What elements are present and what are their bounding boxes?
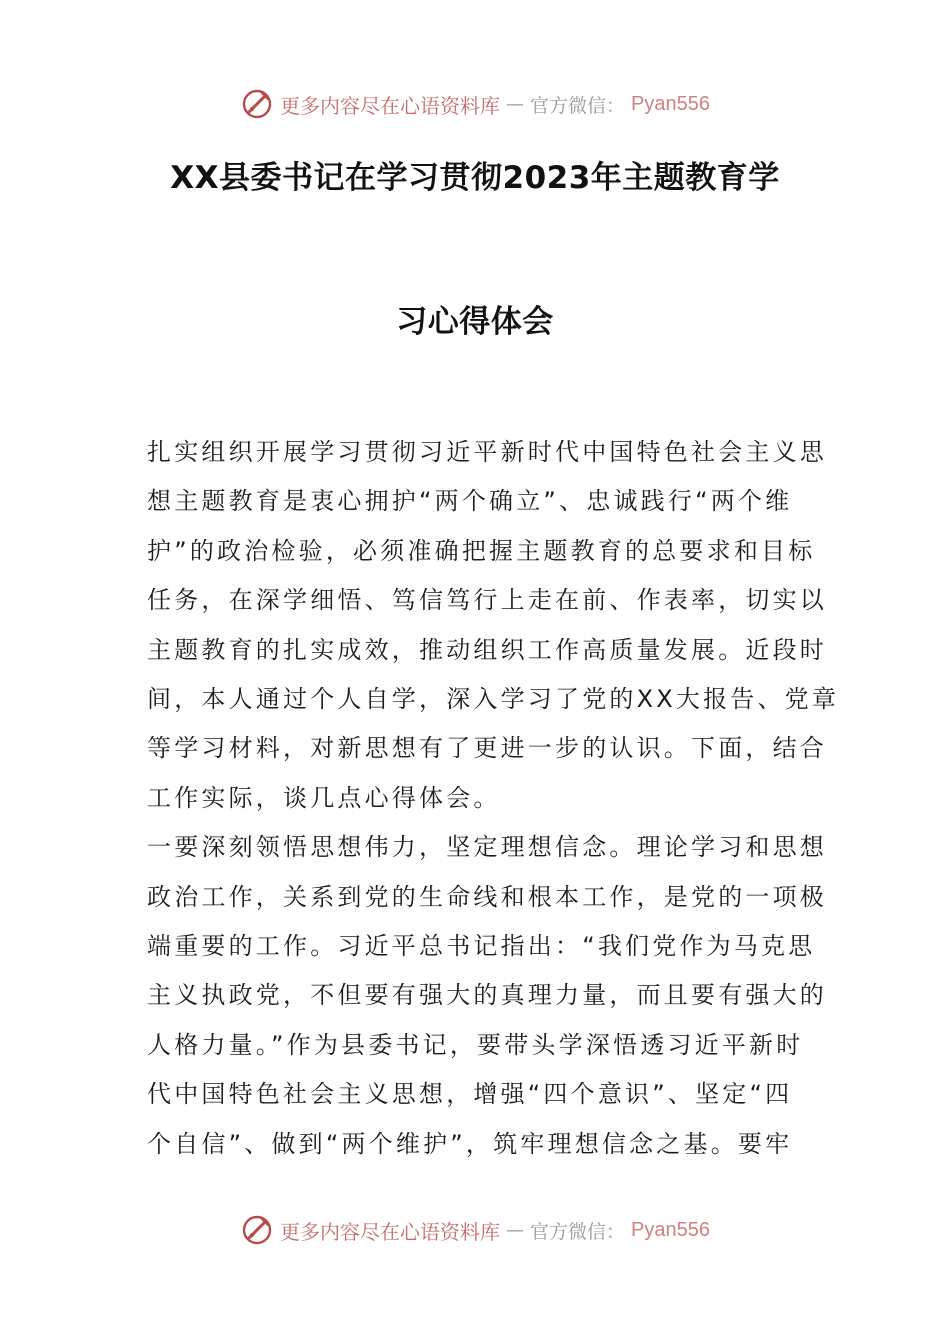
banner-separator: — xyxy=(506,93,524,115)
body-line: 人格力量。”作为县委书记，要带头学深悟透习近平新时 xyxy=(147,1030,804,1059)
footer-watermark-banner xyxy=(0,1210,950,1250)
banner-separator: — xyxy=(506,1219,524,1241)
pen-logo-icon xyxy=(240,87,274,121)
body-line: 一要深刻领悟思想伟力，坚定理想信念。理论学习和思想 xyxy=(147,833,827,862)
banner-official-label: 官方微信： xyxy=(530,94,626,117)
banner-official-label: 官方微信： xyxy=(530,1220,626,1243)
body-line: 护”的政治检验，必须准确把握主题教育的总要求和目标 xyxy=(147,536,816,565)
body-line: 扎实组织开展学习贯彻习近平新时代中国特色社会主义思 xyxy=(147,438,827,466)
banner-wechat-id: Pyan556 xyxy=(631,92,710,115)
banner-wechat-id: Pyan556 xyxy=(631,1218,710,1241)
pen-logo-icon xyxy=(240,1213,274,1247)
body-line: 想主题教育是衷心拥护“两个确立”、忠诚践行“两个维 xyxy=(147,487,793,516)
body-line: 任务，在深学细悟、笃信笃行上走在前、作表率，切实以 xyxy=(147,586,827,615)
body-line: 等学习材料，对新思想有了更进一步的认识。下面，结合 xyxy=(147,734,827,763)
body-line: 间，本人通过个人自学，深入学习了党的XX大报告、党章 xyxy=(147,685,840,714)
body-line: 主义执政党，不但要有强大的真理力量，而且要有强大的 xyxy=(147,981,827,1010)
body-line: 政治工作，关系到党的生命线和根本工作，是党的一项极 xyxy=(147,882,827,911)
body-line: 工作实际，谈几点心得体会。 xyxy=(147,783,501,812)
body-line: 端重要的工作。习近平总书记指出：“我们党作为马克思 xyxy=(147,932,816,961)
banner-text: 更多内容尽在心语资料库 xyxy=(280,93,500,118)
document-title-line-2: 习心得体会 xyxy=(396,304,554,340)
body-line: 主题教育的扎实成效，推动组织工作高质量发展。近段时 xyxy=(147,635,827,664)
header-watermark-banner xyxy=(0,84,950,124)
document-body xyxy=(147,428,840,1169)
banner-text: 更多内容尽在心语资料库 xyxy=(280,1219,500,1244)
body-line: 个自信”、做到“两个维护”，筑牢理想信念之基。要牢 xyxy=(147,1129,793,1158)
document-title-line-1: XX县委书记在学习贯彻2023年主题教育学 xyxy=(170,160,780,196)
body-line: 代中国特色社会主义思想，增强“四个意识”、坚定“四 xyxy=(147,1080,793,1109)
